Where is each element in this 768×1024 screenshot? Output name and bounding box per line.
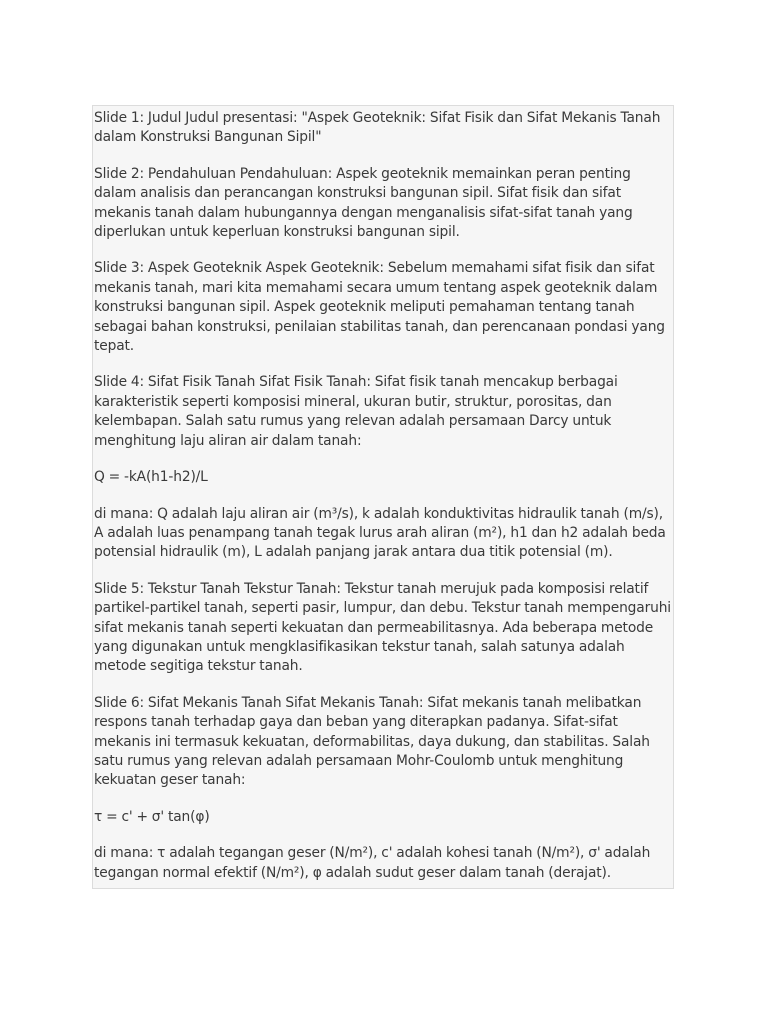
mohr-coulomb-formula: τ = c' + σ' tan(φ) (94, 808, 210, 825)
slide-1-paragraph: Slide 1: Judul Judul presentasi: "Aspek Geoteknik: Sifat Fisik dan Sifat Mekanis Tanah dalam Konstruksi Bangunan Sipil" (94, 110, 661, 146)
slide-4-paragraph: Slide 4: Sifat Fisik Tanah Sifat Fisik Tanah: Sifat fisik tanah mencakup berbagai karakteristik seperti komposisi mineral, ukuran butir, struktur, porositas, dan kelembapan. Salah satu rumus yang relevan adalah persamaan Darcy untuk menghitung laju aliran air dalam tanah: (94, 374, 618, 449)
darcy-formula: Q = -kA(h1-h2)/L (94, 469, 208, 486)
darcy-explanation: di mana: Q adalah laju aliran air (m³/s), k adalah konduktivitas hidraulik tanah (m/s), A adalah luas penampang tanah tegak lurus arah aliran (m²), h1 dan h2 adalah beda potensial hidraulik (m), L adalah panjang jarak antara dua titik potensial (m). (94, 505, 666, 561)
slide-3-paragraph: Slide 3: Aspek Geoteknik Aspek Geoteknik: Sebelum memahami sifat fisik dan sifat mekanis tanah, mari kita memahami secara umum tentang aspek geoteknik dalam konstruksi bangunan sipil. Aspek geoteknik meliputi pemahaman tentang tanah sebagai bahan konstruksi, penilaian stabilitas tanah, dan perencanaan pondasi yang tepat. (94, 260, 665, 355)
document-text-box (92, 105, 674, 889)
mohr-coulomb-explanation: di mana: τ adalah tegangan geser (N/m²), c' adalah kohesi tanah (N/m²), σ' adalah tegangan normal efektif (N/m²), φ adalah sudut geser dalam tanah (derajat). (94, 845, 651, 881)
slide-5-paragraph: Slide 5: Tekstur Tanah Tekstur Tanah: Tekstur tanah merujuk pada komposisi relatif partikel-partikel tanah, seperti pasir, lumpur, dan debu. Tekstur tanah mempengaruhi sifat mekanis tanah seperti kekuatan dan permeabilitasnya. Ada beberapa metode yang digunakan untuk mengklasifikasikan tekstur tanah, salah satunya adalah metode segitiga tekstur tanah. (94, 580, 671, 675)
slide-2-paragraph: Slide 2: Pendahuluan Pendahuluan: Aspek geoteknik memainkan peran penting dalam analisis dan perancangan konstruksi bangunan sipil. Sifat fisik dan sifat mekanis tanah dalam hubungannya dengan menganalisis sifat-sifat tanah yang diperlukan untuk keperluan konstruksi bangunan sipil. (94, 165, 633, 241)
slide-6-paragraph: Slide 6: Sifat Mekanis Tanah Sifat Mekanis Tanah: Sifat mekanis tanah melibatkan respons tanah terhadap gaya dan beban yang diterapkan padanya. Sifat-sifat mekanis ini termasuk kekuatan, deformabilitas, daya dukung, dan stabilitas. Salah satu rumus yang relevan adalah persamaan Mohr-Coulomb untuk menghitung kekuatan geser tanah: (94, 694, 650, 789)
